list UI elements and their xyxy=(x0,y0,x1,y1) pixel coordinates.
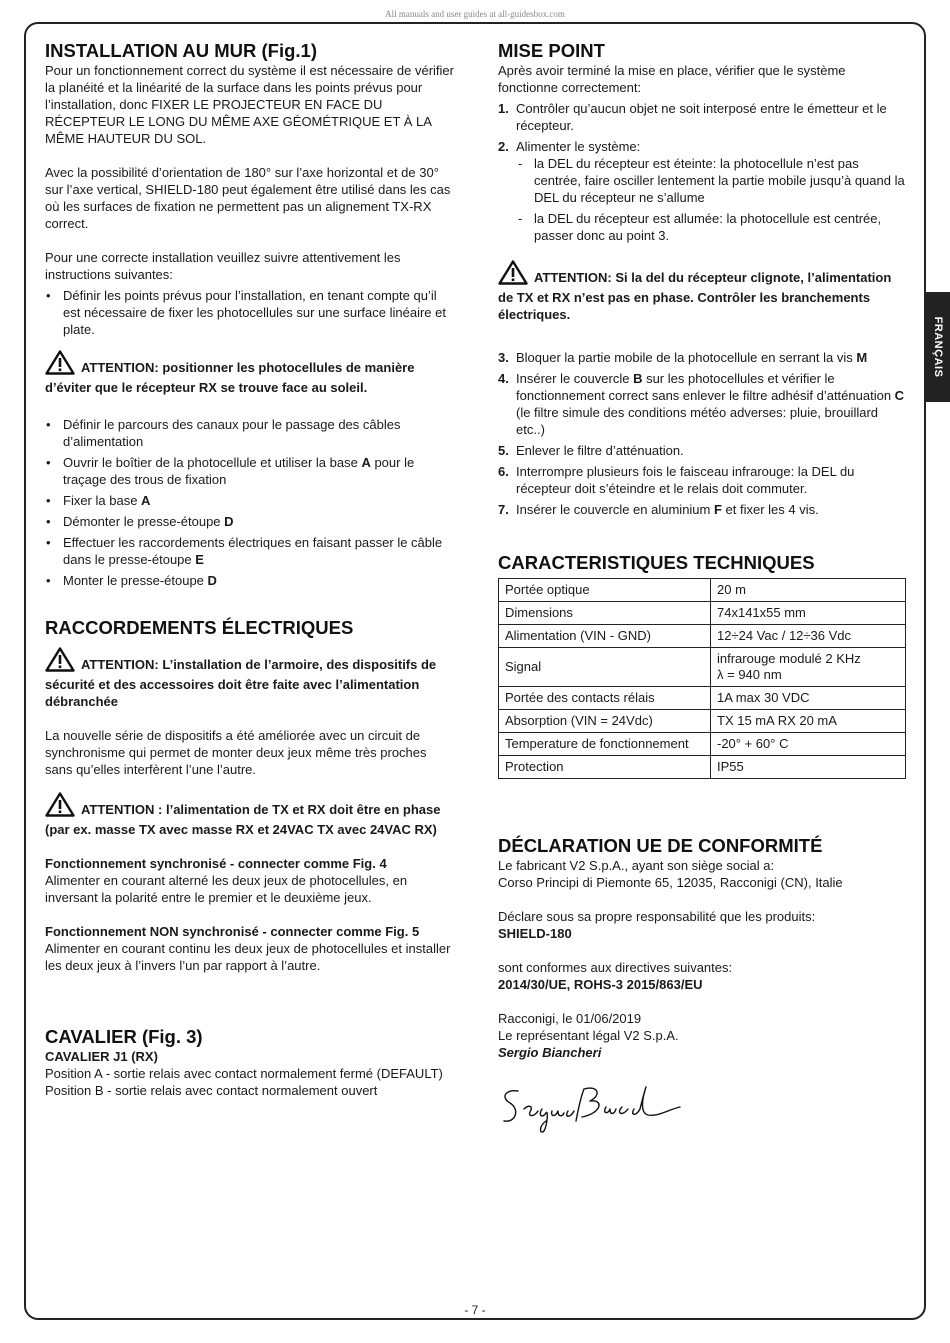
declaration-date: Racconigi, le 01/06/2019 xyxy=(498,1011,642,1026)
raccordements-title: RACCORDEMENTS ÉLECTRIQUES xyxy=(45,617,354,638)
warning-icon xyxy=(498,260,528,289)
page-number: - 7 - xyxy=(464,1303,486,1317)
mise-point-step-1: 1. Contrôler qu’aucun objet ne soit interposé entre le émetteur et le récepteur. xyxy=(498,101,887,133)
raccordements-warning-2: ATTENTION : l’alimentation de TX et RX doit être en phase (par ex. masse TX avec masse RX et 24VAC TX avec 24VAC RX) xyxy=(45,792,455,838)
mise-point-step-7: 7. Insérer le couvercle en aluminium F et fixer les 4 vis. xyxy=(498,502,819,517)
sync-title: Fonctionnement synchronisé - connecter comme Fig. 4 xyxy=(45,856,387,871)
mise-point-step-4: 4. Insérer le couvercle B sur les photocellules et vérifier le fonctionnement correct sans enlever le filtre adhésif d’atténuation C (le filtre simule des conditions météo adverses: pluie, brouillard etc..) xyxy=(498,371,905,437)
table-row: Portée des contacts rélais 1A max 30 VDC xyxy=(499,687,906,710)
right-column xyxy=(498,40,906,1134)
language-tab-label: FRANÇAIS xyxy=(932,316,944,378)
installation-step-4: • Démonter le presse-étoupe D xyxy=(45,513,455,530)
cavalier-line-1: Position A - sortie relais avec contact normalement fermé (DEFAULT) xyxy=(45,1066,443,1081)
warning-icon xyxy=(45,792,75,821)
declaration-title: DÉCLARATION UE DE CONFORMITÉ xyxy=(498,835,823,856)
left-column xyxy=(45,40,455,1099)
nonsync-title: Fonctionnement NON synchronisé - connecter comme Fig. 5 xyxy=(45,924,420,939)
declaration-line-4: sont conformes aux directives suivantes: xyxy=(498,960,733,975)
installation-step-3: • Fixer la base A xyxy=(45,492,455,509)
cavalier-line-2: Position B - sortie relais avec contact normalement ouvert xyxy=(45,1083,378,1098)
declaration-name: Sergio Biancheri xyxy=(498,1045,602,1060)
declaration-representative: Le représentant légal V2 S.p.A. xyxy=(498,1028,679,1043)
mise-point-step-3: 3. Bloquer la partie mobile de la photocellule en serrant la vis M xyxy=(498,350,868,365)
table-row: Absorption (VIN = 24Vdc) TX 15 mA RX 20 mA xyxy=(499,710,906,733)
declaration-product: SHIELD-180 xyxy=(498,926,572,941)
warning-icon xyxy=(45,350,75,379)
installation-step-5: • Effectuer les raccordements électriques en faisant passer le câble dans le presse-étoupe E xyxy=(45,534,455,568)
installation-step-2: • Ouvrir le boîtier de la photocellule et utiliser la base A pour le traçage des trous de fixation xyxy=(45,454,455,488)
declaration-line-2: Corso Principi di Piemonte 65, 12035, Racconigi (CN), Italie xyxy=(498,875,843,890)
cavalier-title: CAVALIER (Fig. 3) xyxy=(45,1026,203,1047)
sync-text: Alimenter en courant alterné les deux jeux de photocellules, en inversant la polarité entre le premier et le deuxième jeux. xyxy=(45,873,408,905)
installation-step-1: • Définir le parcours des canaux pour le passage des câbles d’alimentation xyxy=(45,416,455,450)
specs-title: CARACTERISTIQUES TECHNIQUES xyxy=(498,552,815,573)
table-row: Alimentation (VIN - GND) 12÷24 Vac / 12÷36 Vdc xyxy=(499,625,906,648)
raccordements-paragraph: La nouvelle série de dispositifs a été améliorée avec un circuit de synchronisme qui permet de monter deux jeux même très proches sans qu’elles interfèrent l’une l’autre. xyxy=(45,728,427,777)
table-row: Temperature de fonctionnement -20° + 60° C xyxy=(499,733,906,756)
installation-paragraph-1: Pour un fonctionnement correct du système il est nécessaire de vérifier la planéité et la linéarité de la surface dans les points prévus pour l’installation, donc FIXER LE PROJECTEUR EN FACE DU RÉCEPTEUR LE LONG DU MÊME AXE GÉOMÉTRIQUE ET À LA MÊME HAUTEUR DU SOL. xyxy=(45,63,454,146)
mise-point-dash-1: - la DEL du récepteur est éteinte: la photocellule n’est pas centrée, faire osciller lentement la partie mobile jusqu’à quand la DEL du récepteur ne s’allume xyxy=(516,155,906,206)
table-row: Signal infrarouge modulé 2 KHz λ = 940 nm xyxy=(499,648,906,687)
specs-table xyxy=(498,578,906,779)
mise-point-step-2: 2. Alimenter le système: - la DEL du récepteur est éteinte: la photocellule n’est pas centrée, faire osciller lentement la partie mobile jusqu’à quand la DEL du récepteur ne s’allume - la DEL du récepteur est allumée: la photocellule est centrée, passer donc au point 3. xyxy=(498,138,906,244)
nonsync-text: Alimenter en courant continu les deux jeux de photocellules et installer les deux jeux à l’invers l’un par rapport à l’autre. xyxy=(45,941,451,973)
installation-bullet: • Définir les points prévus pour l’installation, en tenant compte qu’il est nécessaire de fixer les photocellules sur une surface linéaire et plate. xyxy=(45,287,455,338)
mise-point-title: MISE POINT xyxy=(498,40,605,61)
declaration-directives: 2014/30/UE, ROHS-3 2015/863/EU xyxy=(498,977,703,992)
table-row: Protection IP55 xyxy=(499,756,906,779)
declaration-line-1: Le fabricant V2 S.p.A., ayant son siège social a: xyxy=(498,858,775,873)
header-note: All manuals and user guides at all-guidesbox.com xyxy=(385,9,565,19)
installation-step-6: • Monter le presse-étoupe D xyxy=(45,572,455,589)
mise-point-step-6: 6. Interrompre plusieurs fois le faisceau infrarouge: la DEL du récepteur doit s’éteindre et le relais doit commuter. xyxy=(498,464,855,496)
mise-point-step-5: 5. Enlever le filtre d’atténuation. xyxy=(498,443,684,458)
declaration-line-3: Déclare sous sa propre responsabilité que les produits: xyxy=(498,909,816,924)
table-row: Portée optique 20 m xyxy=(499,579,906,602)
signature xyxy=(498,1079,688,1134)
language-tab xyxy=(926,292,950,402)
installation-paragraph-3: Pour une correcte installation veuillez suivre attentivement les instructions suivantes: xyxy=(45,250,401,282)
mise-point-warning: ATTENTION: Si la del du récepteur clignote, l’alimentation de TX et RX n’est pas en phase. Contrôler les branchements électriques. xyxy=(498,260,906,323)
mise-point-intro: Après avoir terminé la mise en place, vérifier que le système fonctionne correctement: xyxy=(498,63,846,95)
table-row: Dimensions 74x141x55 mm xyxy=(499,602,906,625)
mise-point-dash-2: - la DEL du récepteur est allumée: la photocellule est centrée, passer donc au point 3. xyxy=(516,210,906,244)
installation-title: INSTALLATION AU MUR (Fig.1) xyxy=(45,40,317,61)
installation-paragraph-2: Avec la possibilité d’orientation de 180° sur l’axe horizontal et de 30° sur l’axe vertical, SHIELD-180 peut également être utilisé dans les cas où les surfaces de fixation ne permettent pas un alignement TX-RX correct. xyxy=(45,165,451,231)
raccordements-warning-1: ATTENTION: L’installation de l’armoire, des dispositifs de sécurité et des accessoires doit être faite avec l’alimentation débranchée xyxy=(45,647,455,710)
installation-warning: ATTENTION: positionner les photocellules de manière d’éviter que le récepteur RX se trouve face au soleil. xyxy=(45,350,455,396)
cavalier-subtitle: CAVALIER J1 (RX) xyxy=(45,1049,158,1064)
warning-icon xyxy=(45,647,75,676)
